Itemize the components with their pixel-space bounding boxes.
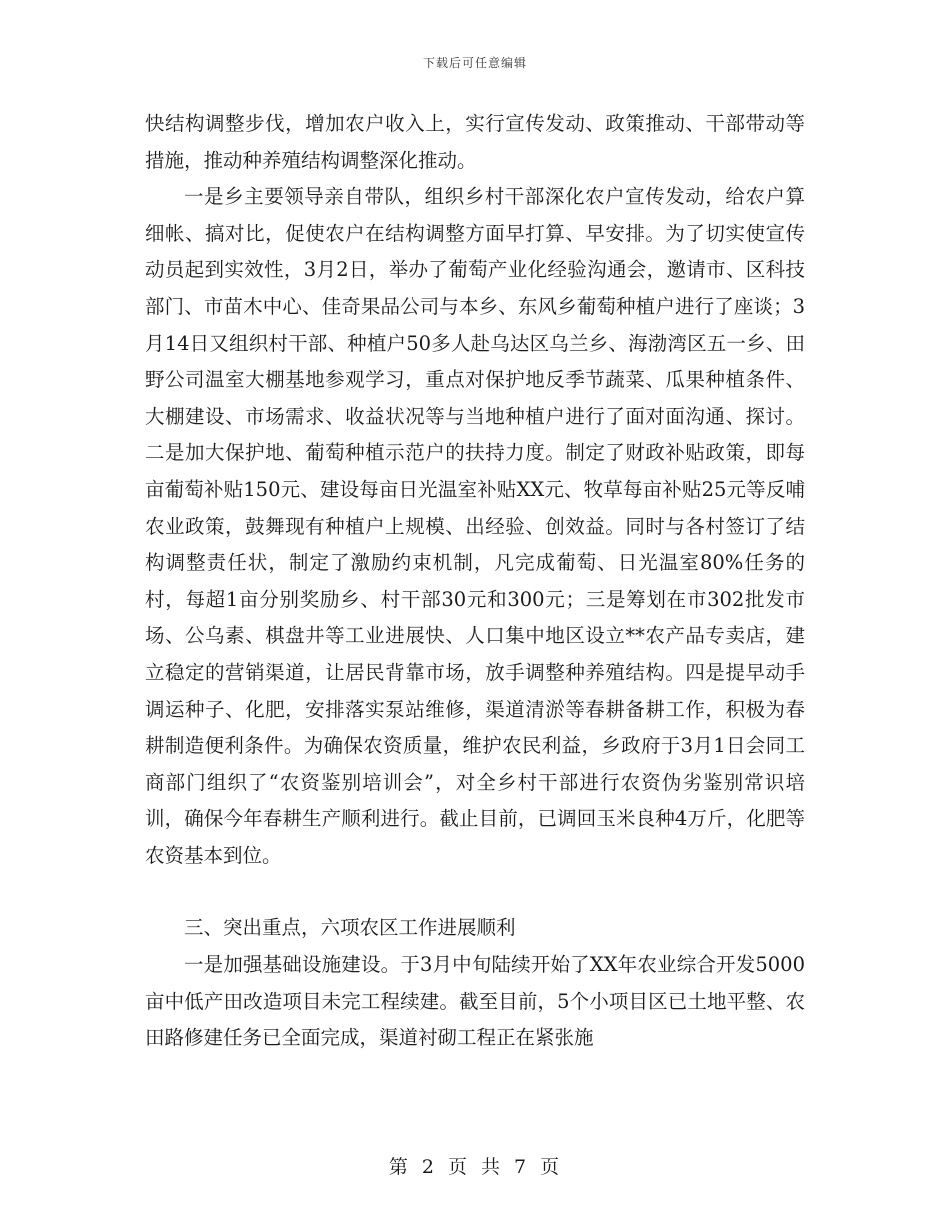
paragraph-gap [145, 874, 805, 910]
paragraph-measures: 一是乡主要领导亲自带队，组织乡村干部深化农户宣传发动，给农户算细帐、搞对比，促使农户在结构调整方面早打算、早安排。为了切实使宣传动员起到实效性，3月2日，举办了葡萄产业化经验沟通会，邀请市、区科技部门、市苗木中心、佳奇果品公司与本乡、东风乡葡萄种植户进行了座谈；3月14日又组织村干部、种植户50多人赴乌达区乌兰乡、海渤湾区五一乡、田野公司温室大棚基地参观学习，重点对保护地反季节蔬菜、瓜果种植条件、大棚建设、市场需求、收益状况等与当地种植户进行了面对面沟通、探讨。二是加大保护地、葡萄种植示范户的扶持力度。制定了财政补贴政策，即每亩葡萄补贴150元、建设每亩日光温室补贴XX元、牧草每亩补贴25元等反哺农业政策，鼓舞现有种植户上规模、出经验、创效益。同时与各村签订了结构调整责任状，制定了激励约束机制，凡完成葡萄、日光温室80%任务的村，每超1亩分别奖励乡、村干部30元和300元；三是筹划在市302批发市场、公乌素、棋盘井等工业进展快、人口集中地区设立**农产品专卖店，建立稳定的营销渠道，让居民背靠市场，放手调整种养殖结构。四是提早动手调运种子、化肥，安排落实泵站维修，渠道清淤等春耕备耕工作，积极为春耕制造便利条件。为确保农资质量，维护农民利益，乡政府于3月1日会同工商部门组织了“农资鉴别培训会”，对全乡村干部进行农资伪劣鉴别常识培训，确保今年春耕生产顺利进行。截止目前，已调回玉米良种4万斤，化肥等农资基本到位。 [145, 185, 805, 867]
paragraph-continuation: 快结构调整步伐，增加农户收入上，实行宣传发动、政策推动、干部带动等措施，推动种养殖结构调整深化推动。 [145, 112, 805, 172]
paragraph-infrastructure: 一是加强基础设施建设。于3月中旬陆续开始了XX年农业综合开发5000亩中低产田改造项目未完工程续建。截至目前，5个小项目区已土地平整、农田路修建任务已全面完成，渠道衬砌工程正在紧张施 [145, 953, 805, 1050]
section-heading: 三、突出重点，六项农区工作进展顺利 [184, 916, 516, 940]
page-number: 第 2 页 共 7 页 [388, 1156, 562, 1178]
document-body [145, 106, 805, 1057]
page-header-note: 下载后可任意编辑 [422, 56, 527, 70]
